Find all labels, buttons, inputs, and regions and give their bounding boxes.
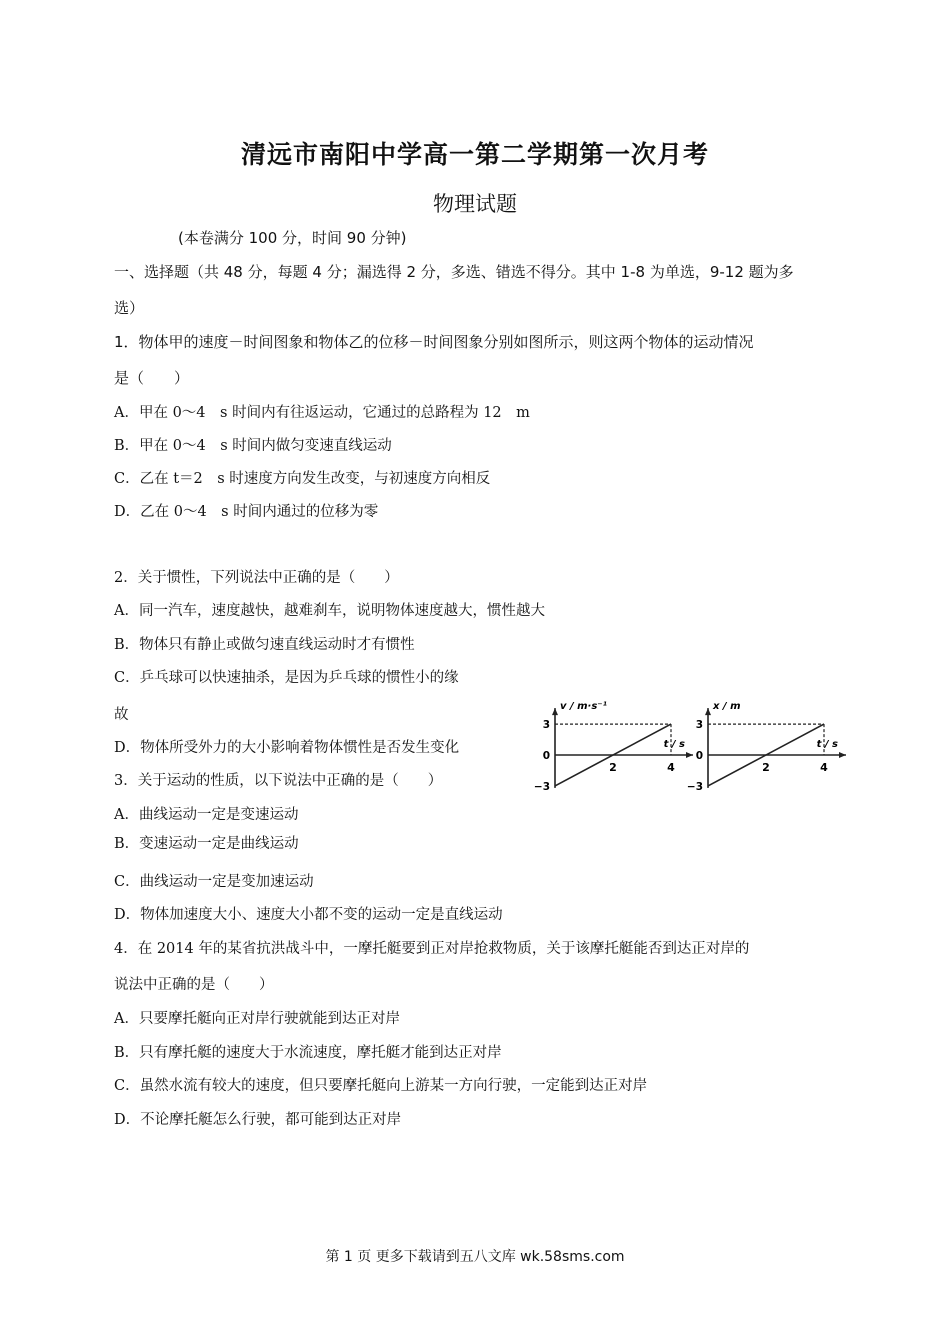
q3-option-c: C．曲线运动一定是变加速运动 [114, 874, 314, 890]
q3-stem: 3．关于运动的性质，以下说法中正确的是（ ） [114, 773, 443, 789]
y-axis-label: x / m [713, 701, 741, 712]
q1-figures [530, 695, 860, 805]
x-axis-label: t / s [816, 739, 838, 750]
q1-stem-cont: 是（ ） [114, 369, 190, 387]
q1-option-b: B．甲在 0～4 s 时间内做匀变速直线运动 [114, 438, 392, 454]
exam-info: (本卷满分 100 分，时间 90 分钟) [178, 229, 407, 247]
q1-option-a: A．甲在 0～4 s 时间内有往返运动，它通过的总路程为 12 m [114, 405, 530, 421]
q3-option-b: B．变速运动一定是曲线运动 [114, 836, 299, 852]
q4-stem: 4．在 2014 年的某省抗洪战斗中，一摩托艇要到正对岸抢救物质，关于该摩托艇能否到达正对岸的 [114, 941, 750, 957]
q2-option-a: A．同一汽车，速度越快，越难刹车，说明物体速度越大，惯性越大 [114, 603, 545, 619]
y-axis-label: v / m·s⁻¹ [560, 701, 607, 712]
y-tick-label: −3 [533, 780, 550, 793]
q4-option-d: D．不论摩托艇怎么行驶，都可能到达正对岸 [114, 1112, 402, 1128]
x-axis-label: t / s [663, 739, 685, 750]
q2-option-c-cont: 故 [114, 707, 129, 723]
q3-option-d: D．物体加速度大小、速度大小都不变的运动一定是直线运动 [114, 907, 503, 923]
page-footer: 第 1 页 更多下载请到五八文库 wk.58sms.com [325, 1249, 625, 1265]
q1-option-d: D．乙在 0～4 s 时间内通过的位移为零 [114, 504, 379, 520]
y-tick-label: 0 [695, 750, 703, 762]
q1-stem: 1．物体甲的速度－时间图象和物体乙的位移－时间图象分别如图所示，则这两个物体的运动情况 [114, 333, 754, 351]
q2-option-c: C．乒乓球可以快速抽杀，是因为乒乓球的惯性小的缘 [114, 670, 459, 686]
x-t-graph [687, 701, 846, 793]
y-axis-arrow [552, 708, 558, 715]
q4-option-c: C．虽然水流有较大的速度，但只要摩托艇向上游某一方向行驶，一定能到达正对岸 [114, 1078, 648, 1094]
y-tick-label: 3 [542, 719, 550, 732]
y-tick-label: 0 [542, 750, 550, 762]
section-heading-cont: 选） [114, 299, 145, 317]
x-axis-arrow [686, 752, 693, 758]
y-axis-arrow [705, 708, 711, 715]
q4-option-a: A．只要摩托艇向正对岸行驶就能到达正对岸 [114, 1011, 400, 1027]
q2-stem: 2．关于惯性，下列说法中正确的是（ ） [114, 570, 399, 586]
x-axis-arrow [839, 752, 846, 758]
y-tick-label: 3 [695, 719, 703, 732]
q2-option-b: B．物体只有静止或做匀速直线运动时才有惯性 [114, 637, 415, 653]
x-tick-label: 2 [609, 761, 617, 774]
v-t-graph [534, 701, 693, 793]
x-tick-label: 4 [667, 761, 675, 774]
x-tick-label: 2 [762, 761, 770, 774]
section-heading: 一、选择题（共 48 分，每题 4 分；漏选得 2 分，多选、错选不得分。其中 1-8 为单选，9-12 题为多 [114, 263, 794, 281]
q2-option-d: D．物体所受外力的大小影响着物体惯性是否发生变化 [114, 740, 460, 756]
y-tick-label: −3 [686, 780, 703, 793]
q4-option-b: B．只有摩托艇的速度大于水流速度，摩托艇才能到达正对岸 [114, 1045, 502, 1061]
page-title: 清远市南阳中学高一第二学期第一次月考 [240, 140, 709, 169]
q4-stem-cont: 说法中正确的是（ ） [114, 977, 274, 993]
page-subtitle: 物理试题 [433, 192, 517, 216]
q3-option-a: A．曲线运动一定是变速运动 [114, 807, 299, 823]
x-tick-label: 4 [820, 761, 828, 774]
q1-option-c: C．乙在 t＝2 s 时速度方向发生改变，与初速度方向相反 [114, 471, 491, 487]
